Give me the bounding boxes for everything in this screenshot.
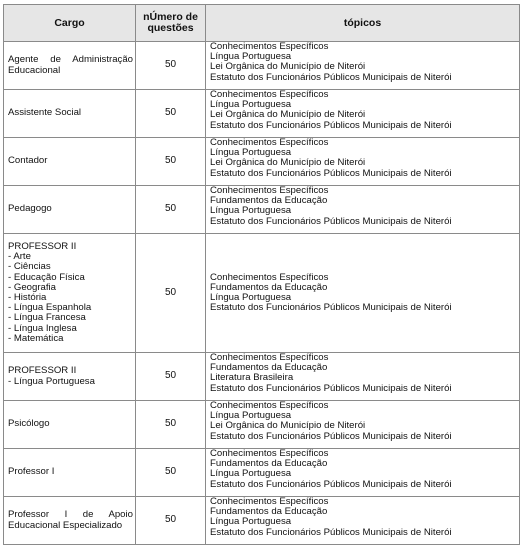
header-numero-questoes xyxy=(136,5,206,42)
header-numero-line2: questões xyxy=(147,22,194,34)
cargo-line: - Geografia xyxy=(8,281,56,293)
questoes-cell: 50 xyxy=(136,401,206,449)
topicos-cell xyxy=(206,186,520,234)
topico-line: Conhecimentos Específicos xyxy=(210,448,329,459)
topico-line: Lei Orgânica do Município de Niterói xyxy=(210,109,366,121)
cargo-cell xyxy=(4,138,136,186)
topico-line: Lei Orgânica do Município de Niterói xyxy=(210,61,366,73)
document-page xyxy=(3,4,519,545)
topico-line: Língua Portuguesa xyxy=(210,51,292,63)
cargo-cell xyxy=(4,449,136,497)
topicos-cell xyxy=(206,401,520,449)
cargo-line: Professor I de Apoio xyxy=(8,509,133,521)
table-row xyxy=(4,353,520,401)
topicos-cell xyxy=(206,90,520,138)
topicos-cell xyxy=(206,138,520,186)
cargo-line: - Língua Inglesa xyxy=(8,322,77,334)
cargo-line: PROFESSOR II xyxy=(8,365,77,377)
questoes-cell: 50 xyxy=(136,186,206,234)
table-header-row xyxy=(4,5,520,42)
cargo-cell xyxy=(4,90,136,138)
table-row xyxy=(4,42,520,90)
questoes-cell: 50 xyxy=(136,497,206,545)
topico-line: Estatuto dos Funcionários Públicos Municipais de Niterói xyxy=(210,302,452,314)
topico-line: Estatuto dos Funcionários Públicos Municipais de Niterói xyxy=(210,119,452,131)
topico-line: Estatuto dos Funcionários Públicos Municipais de Niterói xyxy=(210,167,452,179)
topico-line: Língua Portuguesa xyxy=(210,516,292,528)
table-row xyxy=(4,449,520,497)
topicos-cell xyxy=(206,353,520,401)
cargo-line: PROFESSOR II xyxy=(8,240,77,252)
questoes-cell: 50 xyxy=(136,90,206,138)
table-row xyxy=(4,401,520,449)
cargo-line: - Educação Física xyxy=(8,271,85,283)
topico-line: Conhecimentos Específicos xyxy=(210,496,329,507)
topico-line: Língua Portuguesa xyxy=(210,205,292,217)
topico-line: Fundamentos da Educação xyxy=(210,281,328,293)
cargo-line: - Língua Portuguesa xyxy=(8,375,95,387)
table-row xyxy=(4,497,520,545)
topico-line: Conhecimentos Específicos xyxy=(210,400,329,411)
topico-line: Conhecimentos Específicos xyxy=(210,89,329,100)
cargo-line: Agente de Administração xyxy=(8,54,133,66)
header-cargo: Cargo xyxy=(4,5,136,42)
table-row xyxy=(4,186,520,234)
topico-line: Estatuto dos Funcionários Públicos Municipais de Niterói xyxy=(210,526,452,538)
questoes-cell: 50 xyxy=(136,138,206,186)
questoes-cell: 50 xyxy=(136,449,206,497)
cargo-cell xyxy=(4,234,136,353)
cargo-line: - Arte xyxy=(8,251,31,263)
topico-line: Estatuto dos Funcionários Públicos Municipais de Niterói xyxy=(210,71,452,83)
cargo-line: - Ciências xyxy=(8,261,51,273)
topico-line: Lei Orgânica do Município de Niterói xyxy=(210,157,366,169)
cargo-line: - História xyxy=(8,292,47,303)
topico-line: Estatuto dos Funcionários Públicos Municipais de Niterói xyxy=(210,478,452,490)
cargo-line: Educacional Especializado xyxy=(8,519,123,531)
topico-line: Fundamentos da Educação xyxy=(210,362,328,374)
cargo-cell xyxy=(4,42,136,90)
table-row xyxy=(4,138,520,186)
topicos-cell xyxy=(206,234,520,353)
cargo-line: - Matemática xyxy=(8,332,64,344)
cargo-line: Assistente Social xyxy=(8,107,82,119)
cargo-line: Professor I xyxy=(8,466,55,478)
topico-line: Estatuto dos Funcionários Públicos Municipais de Niterói xyxy=(210,382,452,394)
table-row xyxy=(4,90,520,138)
topico-line: Conhecimentos Específicos xyxy=(210,352,329,363)
topico-line: Conhecimentos Específicos xyxy=(210,185,329,196)
cargo-cell xyxy=(4,497,136,545)
cargo-cell xyxy=(4,186,136,234)
topico-line: Língua Portuguesa xyxy=(210,292,292,303)
topicos-cell xyxy=(206,449,520,497)
topicos-cell xyxy=(206,42,520,90)
cargo-line: Educacional xyxy=(8,64,61,76)
topico-line: Fundamentos da Educação xyxy=(210,458,328,470)
header-topicos: tópicos xyxy=(206,5,520,42)
topico-line: Língua Portuguesa xyxy=(210,468,292,480)
header-numero-line1: nÚmero de xyxy=(143,11,198,23)
questoes-cell: 50 xyxy=(136,42,206,90)
topico-line: Lei Orgânica do Município de Niterói xyxy=(210,420,366,432)
topicos-cell xyxy=(206,497,520,545)
topico-line: Estatuto dos Funcionários Públicos Municipais de Niterói xyxy=(210,215,452,227)
cargo-cell xyxy=(4,353,136,401)
questoes-cell: 50 xyxy=(136,353,206,401)
topico-line: Conhecimentos Específicos xyxy=(210,41,329,52)
cargo-cell xyxy=(4,401,136,449)
cargo-line: Contador xyxy=(8,155,48,167)
topico-line: Conhecimentos Específicos xyxy=(210,137,329,148)
topico-line: Conhecimentos Específicos xyxy=(210,271,329,283)
topico-line: Estatuto dos Funcionários Públicos Municipais de Niterói xyxy=(210,430,452,442)
cargo-line: Psicólogo xyxy=(8,418,50,430)
cargo-line: Pedagogo xyxy=(8,203,52,215)
table-body xyxy=(4,42,520,545)
cargos-table xyxy=(3,4,520,545)
topico-line: Língua Portuguesa xyxy=(210,410,292,422)
questoes-cell: 50 xyxy=(136,234,206,353)
cargo-line: - Língua Francesa xyxy=(8,312,86,324)
topico-line: Fundamentos da Educação xyxy=(210,506,328,518)
table-row xyxy=(4,234,520,353)
topico-line: Fundamentos da Educação xyxy=(210,195,328,207)
topico-line: Língua Portuguesa xyxy=(210,147,292,159)
cargo-line: - Língua Espanhola xyxy=(8,302,92,314)
topico-line: Língua Portuguesa xyxy=(210,99,292,111)
topico-line: Literatura Brasileira xyxy=(210,372,294,384)
